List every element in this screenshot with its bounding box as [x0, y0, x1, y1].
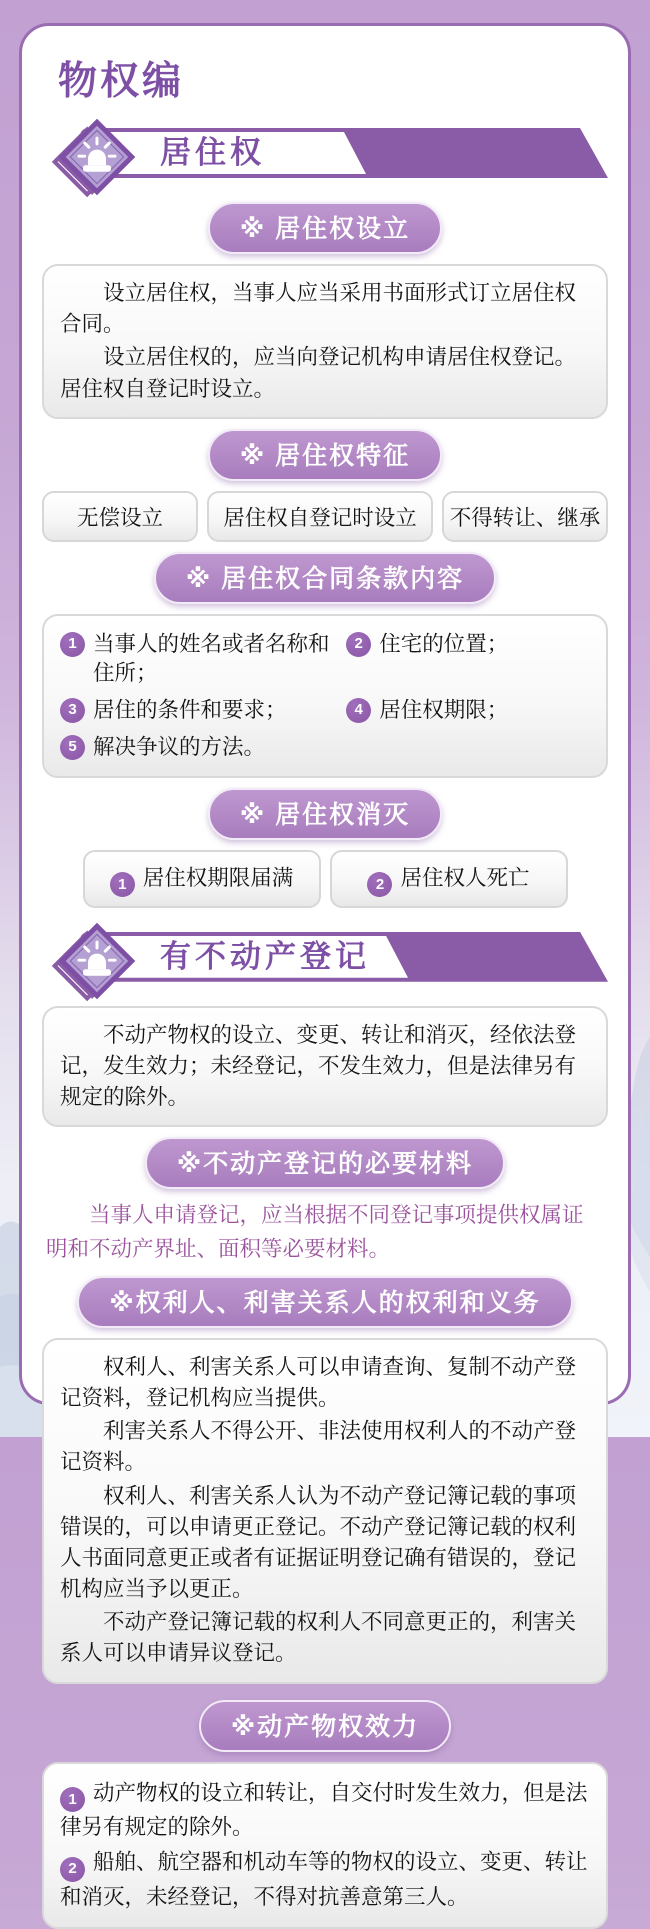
- establish-paragraph: 设立居住权，当事人应当采用书面形式订立居住权合同。: [60, 281, 577, 337]
- features-row: [42, 491, 608, 542]
- section-banner-habitation: [42, 118, 608, 192]
- establish-box: [42, 264, 608, 419]
- heading-movable: ※动产物权效力: [199, 1700, 451, 1752]
- feature-item: 不得转让、继承: [442, 491, 608, 542]
- extinguish-text: 居住权期限届满: [142, 865, 294, 890]
- number-badge: 1: [60, 632, 85, 657]
- heading-rights: ※权利人、利害关系人的权利和义务: [77, 1276, 572, 1328]
- rights-paragraph: 不动产登记簿记载的权利人不同意更正的，利害关系人可以申请异议登记。: [60, 1610, 577, 1666]
- extinguish-row: [60, 850, 590, 908]
- movable-item-text: 动产物权的设立和转让，自交付时发生效力，但是法律另有规定的除外。: [60, 1780, 588, 1839]
- siren-icon: [56, 920, 138, 1002]
- heading-materials: ※不动产登记的必要材料: [145, 1137, 505, 1189]
- heading-establish: ※ 居住权设立: [208, 202, 442, 254]
- heading-contract-terms: ※ 居住权合同条款内容: [154, 552, 496, 604]
- section-title: 有不动产登记: [160, 938, 370, 974]
- feature-item: 居住权自登记时设立: [207, 491, 433, 542]
- feature-item: 无偿设立: [42, 491, 198, 542]
- extinguish-text: 居住权人死亡: [400, 865, 530, 890]
- movable-item-text: 船舶、航空器和机动车等的物权的设立、变更、转让和消灭，未经登记，不得对抗善意第三人。: [60, 1850, 588, 1909]
- contract-term: [346, 630, 590, 688]
- movable-box: [42, 1762, 608, 1929]
- page-title: 物权编: [58, 60, 185, 103]
- movable-item: [60, 1847, 590, 1913]
- registration-intro-box: [42, 1006, 608, 1128]
- contract-term: [346, 696, 590, 725]
- section-banner-registration: [42, 922, 608, 996]
- siren-icon: [56, 116, 138, 198]
- contract-term-text: 解决争议的方法。: [93, 734, 266, 759]
- contract-terms-box: [42, 614, 608, 778]
- number-badge: 4: [346, 698, 371, 723]
- number-badge: 5: [60, 735, 85, 760]
- materials-text: 当事人申请登记，应当根据不同登记事项提供权属证明和不动产界址、面积等必要材料。: [46, 1203, 584, 1261]
- number-badge: 1: [110, 872, 135, 897]
- contract-term: [60, 696, 346, 725]
- contract-term-text: 住宅的位置；: [379, 631, 509, 656]
- establish-paragraph: 设立居住权的，应当向登记机构申请居住权登记。居住权自登记时设立。: [60, 345, 577, 401]
- contract-term: [60, 733, 346, 762]
- heading-features: ※ 居住权特征: [208, 429, 442, 481]
- rights-paragraph: 权利人、利害关系人可以申请查询、复制不动产登记资料，登记机构应当提供。: [60, 1354, 577, 1411]
- contract-term-text: 居住权期限；: [379, 697, 509, 722]
- rights-paragraph: 利害关系人不得公开、非法使用权利人的不动产登记资料。: [60, 1419, 577, 1475]
- number-badge: 3: [60, 698, 85, 723]
- number-badge: 1: [60, 1787, 85, 1812]
- movable-item: [60, 1778, 590, 1844]
- contract-terms-grid: [60, 626, 590, 766]
- extinguish-item: [330, 850, 568, 908]
- infographic-card: [19, 23, 631, 1909]
- registration-intro: 不动产物权的设立、变更、转让和消灭，经依法登记，发生效力；未经登记，不发生效力，但是法律另有规定的除外。: [60, 1022, 577, 1110]
- extinguish-item: [83, 850, 321, 908]
- contract-term: [60, 630, 346, 688]
- section-title: 居住权: [160, 135, 265, 170]
- rights-paragraph: 权利人、利害关系人认为不动产登记簿记载的事项错误的，可以申请更正登记。不动产登记簿记载的权利人书面同意更正或者有证据证明登记确有错误的，登记机构应当予以更正。: [60, 1483, 577, 1602]
- contract-term-text: 居住的条件和要求；: [93, 697, 287, 722]
- contract-term-text: 当事人的姓名或者名称和住所；: [93, 631, 330, 685]
- heading-extinguish: ※ 居住权消灭: [208, 788, 442, 840]
- rights-box: [42, 1338, 608, 1684]
- number-badge: 2: [60, 1857, 85, 1882]
- number-badge: 2: [367, 872, 392, 897]
- number-badge: 2: [346, 632, 371, 657]
